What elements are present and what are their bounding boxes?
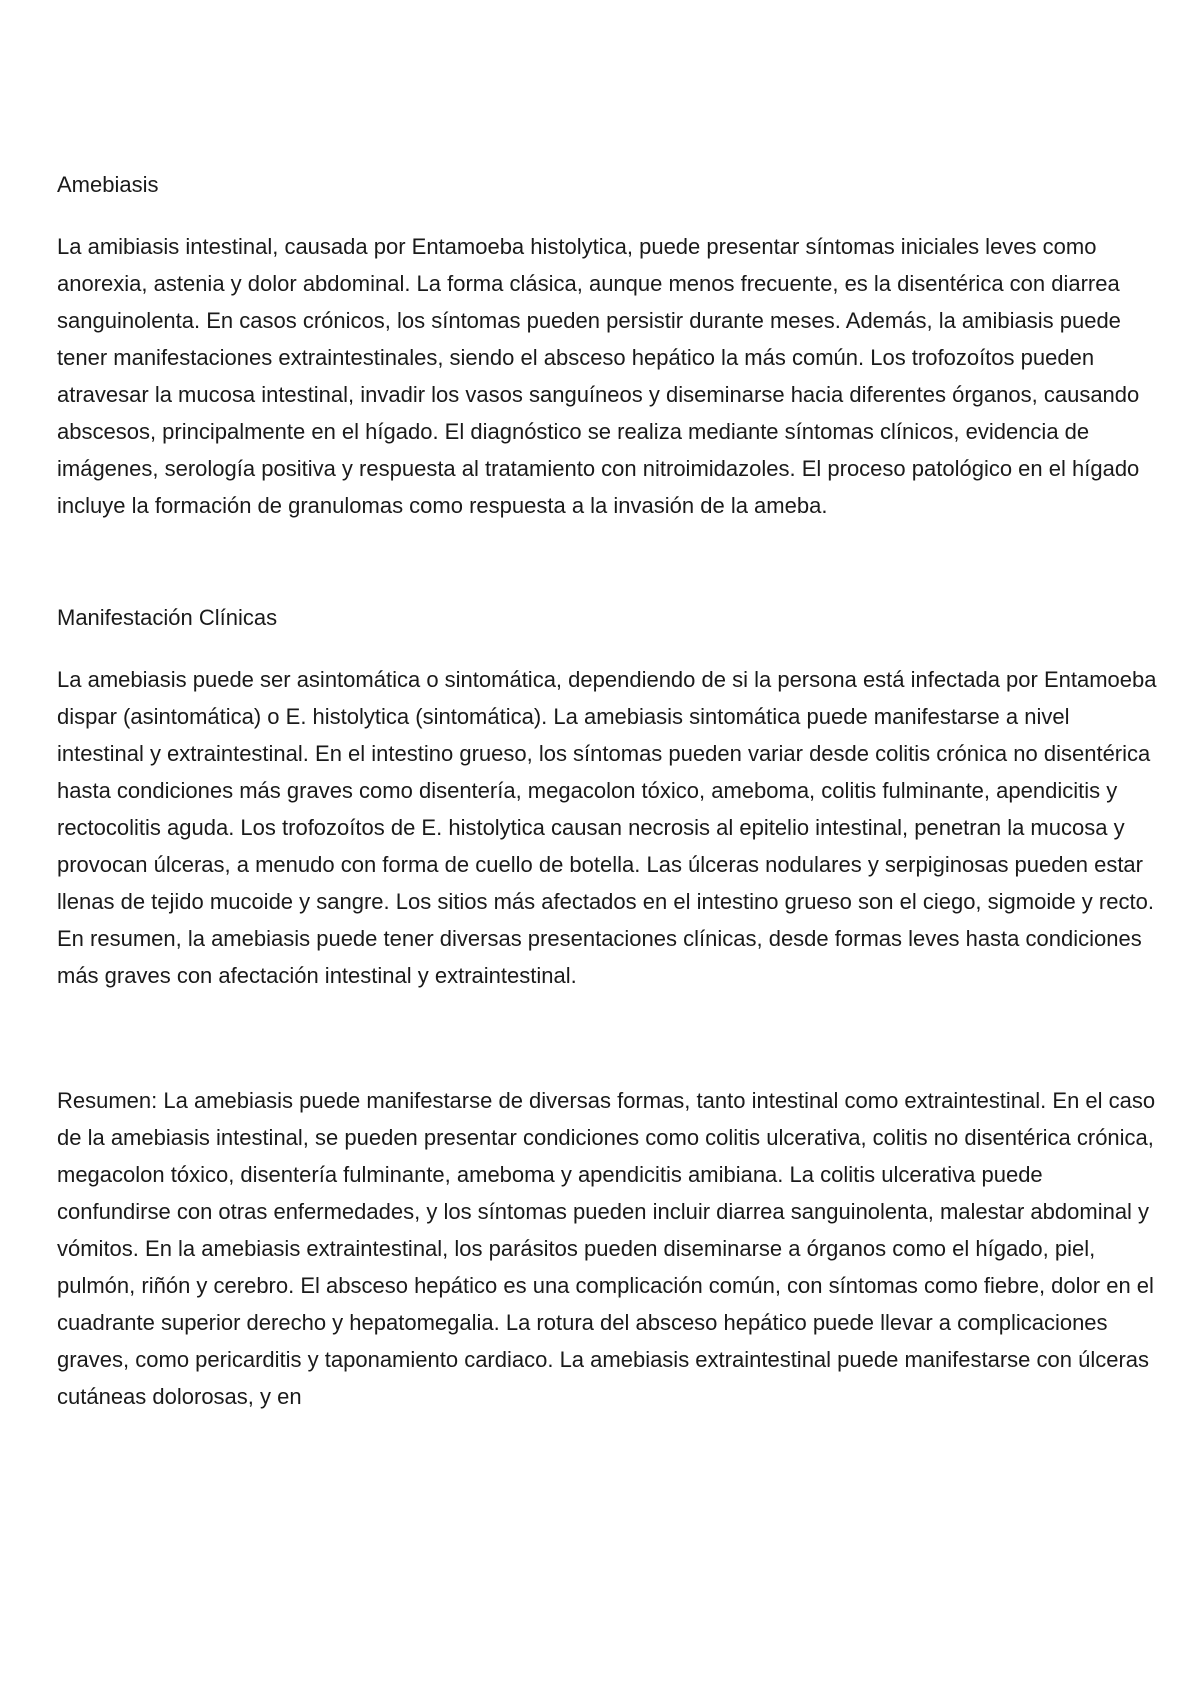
- section-title-manifestaciones: Manifestación Clínicas: [57, 605, 278, 630]
- paragraph-resumen: Resumen: La amebiasis puede manifestarse de diversas formas, tanto intestinal como extraintestinal. En el caso de la amebiasis intestinal, se pueden presentar condiciones como colitis ulcerativa, colitis no disentérica crónica, megacolon tóxico, disentería fulminante, ameboma y apendicitis amibiana. La colitis ulcerativa puede confundirse con otras enfermedades, y los síntomas pueden incluir diarrea sanguinolenta, malestar abdominal y vómitos. En la amebiasis extraintestinal, los parásitos pueden diseminarse a órganos como el hígado, piel, pulmón, riñón y cerebro. El absceso hepático es una complicación común, con síntomas como fiebre, dolor en el cuadrante superior derecho y hepatomegalia. La rotura del absceso hepático puede llevar a complicaciones graves, como pericarditis y taponamiento cardiaco. La amebiasis extraintestinal puede manifestarse con úlceras cutáneas dolorosas, y en: [57, 1088, 1156, 1409]
- paragraph-amebiasis: La amibiasis intestinal, causada por Entamoeba histolytica, puede presentar síntomas iniciales leves como anorexia, astenia y dolor abdominal. La forma clásica, aunque menos frecuente, es la disentérica con diarrea sanguinolenta. En casos crónicos, los síntomas pueden persistir durante meses. Además, la amibiasis puede tener manifestaciones extraintestinales, siendo el absceso hepático la más común. Los trofozoítos pueden atravesar la mucosa intestinal, invadir los vasos sanguíneos y diseminarse hacia diferentes órganos, causando abscesos, principalmente en el hígado. El diagnóstico se realiza mediante síntomas clínicos, evidencia de imágenes, serología positiva y respuesta al tratamiento con nitroimidazoles. El proceso patológico en el hígado incluye la formación de granulomas como respuesta a la invasión de la ameba.: [57, 234, 1140, 518]
- document-page: [57, 166, 1157, 1415]
- section-title-amebiasis: Amebiasis: [57, 172, 159, 197]
- paragraph-manifestaciones: La amebiasis puede ser asintomática o sintomática, dependiendo de si la persona está infectada por Entamoeba dispar (asintomática) o E. histolytica (sintomática). La amebiasis sintomática puede manifestarse a nivel intestinal y extraintestinal. En el intestino grueso, los síntomas pueden variar desde colitis crónica no disentérica hasta condiciones más graves como disentería, megacolon tóxico, ameboma, colitis fulminante, apendicitis y rectocolitis aguda. Los trofozoítos de E. histolytica causan necrosis al epitelio intestinal, penetran la mucosa y provocan úlceras, a menudo con forma de cuello de botella. Las úlceras nodulares y serpiginosas pueden estar llenas de tejido mucoide y sangre. Los sitios más afectados en el intestino grueso son el ciego, sigmoide y recto. En resumen, la amebiasis puede tener diversas presentaciones clínicas, desde formas leves hasta condiciones más graves con afectación intestinal y extraintestinal.: [57, 667, 1157, 988]
